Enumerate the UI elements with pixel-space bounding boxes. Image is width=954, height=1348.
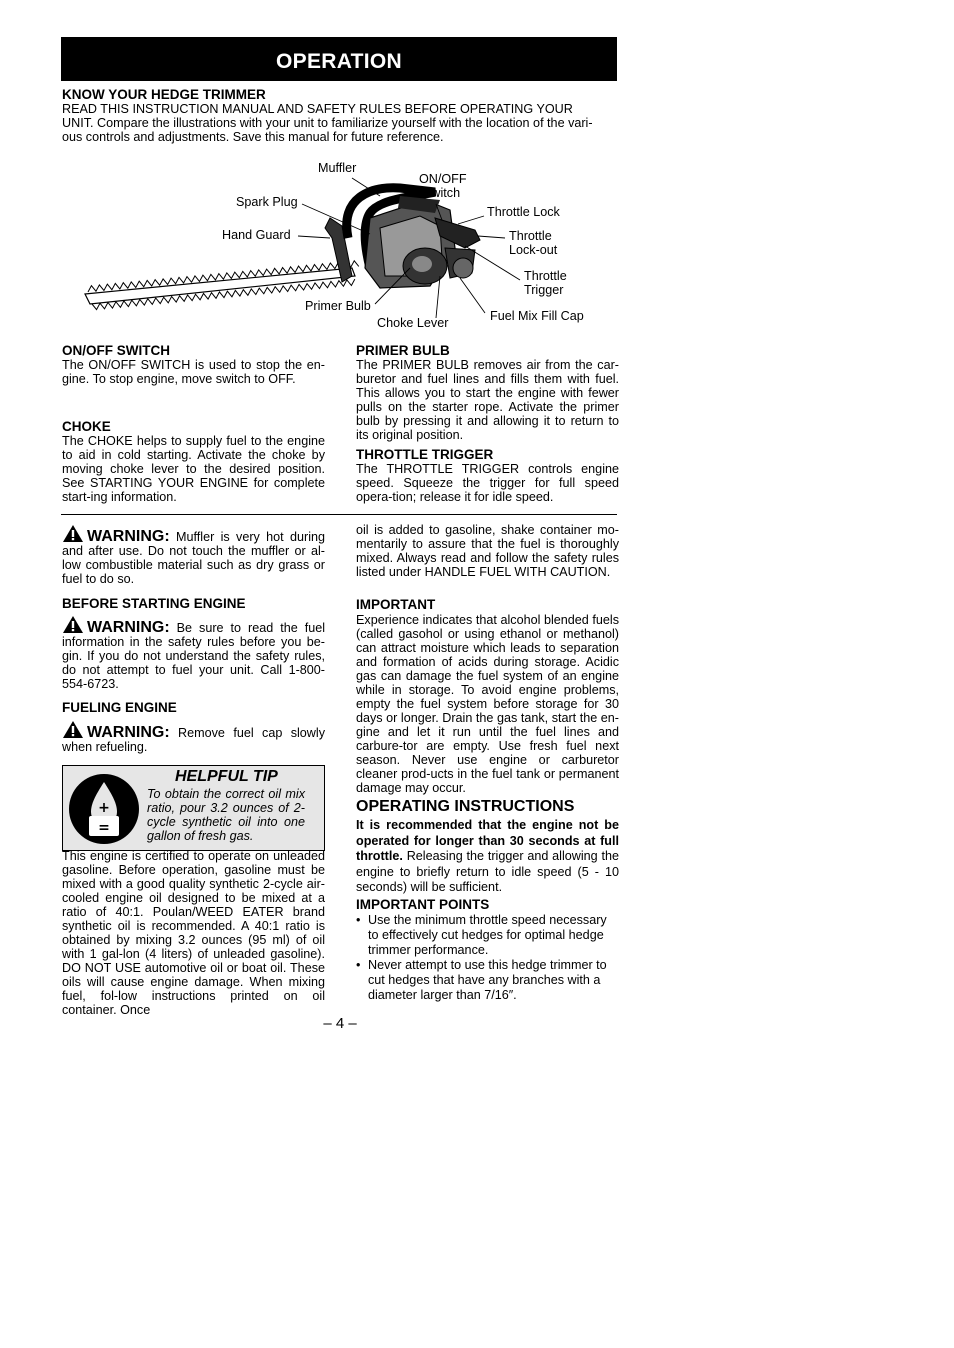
intro-line-1: READ THIS INSTRUCTION MANUAL AND SAFETY RULES BEFORE OPERATING YOUR [62, 102, 573, 116]
warning-label: WARNING: [87, 528, 170, 545]
warning-muffler [62, 524, 325, 586]
warning-fuel-info [62, 615, 325, 691]
primer-text: The PRIMER BULB removes air from the car-buretor and fuel lines and fills them with fuel. This allows you to start the engine with fewer pulls on the starter rope. Activate the primer bulb by pressing it and allowing it to return to its original position. [356, 358, 619, 442]
label-fuel-cap: Fuel Mix Fill Cap [490, 309, 584, 323]
svg-text:+: + [98, 800, 110, 816]
fuel-cap-part [453, 258, 473, 278]
svg-text:=: = [98, 820, 110, 836]
warning-triangle-icon [62, 615, 84, 634]
operating-instructions-text [356, 818, 619, 896]
throttle-text: The THROTTLE TRIGGER controls engine speed. Squeeze the trigger for full speed opera-tion; release it for idle speed. [356, 462, 619, 504]
warning-label: WARNING: [87, 619, 170, 636]
fuel-can-drop-icon [67, 772, 141, 846]
operating-warning-bold: It is recommended that the engine not be operated for longer than 30 seconds at full throttle. [356, 818, 619, 863]
onoff-section [62, 343, 325, 386]
warning-text: Be sure to read the fuel information in the safety rules before you be-gin. If you do not understand the safety rules, do not attempt to fuel your unit. Call 1-800-554-6723. [62, 621, 326, 691]
intro-text [62, 102, 622, 144]
primer-heading: PRIMER BULB [356, 343, 450, 358]
helpful-tip-box [62, 765, 325, 851]
label-onoff-2: Switch [423, 186, 461, 200]
warning-triangle-icon [62, 720, 84, 739]
section-title-banner: OPERATION [61, 37, 617, 81]
operating-instructions-body: Releasing the trigger and allowing the engine to briefly return to idle speed (5 - 10 seconds) will be sufficient. [356, 849, 619, 894]
point-text: Never attempt to use this hedge trimmer to cut hedges that have any branches with a diameter larger than 7/16″. [368, 958, 607, 1002]
label-trigger-1: Throttle [524, 269, 567, 283]
primer-bulb-part [412, 256, 432, 272]
intro-line-2: UNIT. Compare the illustrations with your unit to familiarize yourself with the location of the vari- [62, 116, 593, 130]
onoff-text: The ON/OFF SWITCH is used to stop the en-gine. To stop engine, move switch to OFF. [62, 358, 325, 386]
label-spark-plug: Spark Plug [236, 195, 298, 209]
continued-text: oil is added to gasoline, shake container mo-mentarily to assure that the fuel is thoroughly mixed. Always read and follow the safety rules listed under HANDLE FUEL WITH CAUTION. [356, 523, 619, 579]
choke-heading: CHOKE [62, 419, 111, 434]
before-starting-heading: BEFORE STARTING ENGINE [62, 596, 246, 611]
label-hand-guard: Hand Guard [222, 228, 291, 242]
point-text: Use the minimum throttle speed necessary to effectively cut hedges for optimal hedge trimmer performance. [368, 913, 607, 957]
warning-refueling [62, 720, 325, 754]
primer-section [356, 343, 619, 442]
label-muffler: Muffler [318, 161, 357, 175]
throttle-heading: THROTTLE TRIGGER [356, 447, 494, 462]
important-points-heading: IMPORTANT POINTS [356, 897, 490, 912]
warning-text: Remove fuel cap slowly when refueling. [62, 726, 325, 754]
label-lockout-1: Throttle [509, 229, 552, 243]
warning-text: Muffler is very hot during and after use. Do not touch the muffler or al-low combustible material such as dry grass or fuel to do so. [62, 530, 325, 586]
intro-line-3: ous controls and adjustments. Save this manual for future reference. [62, 130, 444, 144]
throttle-section [356, 447, 619, 504]
important-heading: IMPORTANT [356, 597, 436, 612]
operating-instructions-heading: OPERATING INSTRUCTIONS [356, 798, 575, 815]
fuel-mix-text: This engine is certified to operate on unleaded gasoline. Before operation, gasoline must be mixed with a good quality synthetic 2-cycle air-cooled engine oil designed to be mixed at a ratio of 40:1. Poulan/WEED EATER brand synthetic oil is recommended. A 40:1 ratio is obtained by mixing 3.2 ounces (95 ml) of oil with 1 gal-lon (4 liters) of unleaded gasoline). DO NOT USE automotive oil or boat oil. These oils will cause engine damage. When mixing fuel, fol-low instructions printed on oil container. Once [62, 849, 325, 1017]
onoff-heading: ON/OFF SWITCH [62, 343, 170, 358]
intro-heading: KNOW YOUR HEDGE TRIMMER [62, 87, 266, 102]
label-throttle-lock: Throttle Lock [487, 205, 560, 219]
list-item: • Never attempt to use this hedge trimmer to cut hedges that have any branches with a diameter larger than 7/16″. [356, 958, 607, 1002]
warning-label: WARNING: [87, 724, 170, 741]
page-number: – 4 – [323, 1015, 357, 1032]
list-item: • Use the minimum throttle speed necessary to effectively cut hedges for optimal hedge trimmer performance. [356, 913, 607, 957]
label-primer-bulb: Primer Bulb [305, 299, 371, 313]
choke-text: The CHOKE helps to supply fuel to the engine to aid in cold starting. Activate the choke by moving choke lever to the desired position. See STARTING YOUR ENGINE for complete start-ing information. [62, 434, 325, 504]
important-points-list [356, 913, 619, 1003]
tip-title: HELPFUL TIP [175, 768, 278, 785]
choke-section [62, 419, 325, 504]
label-trigger-2: Trigger [524, 283, 564, 297]
section-divider [61, 514, 617, 515]
important-text: Experience indicates that alcohol blended fuels (called gasohol or using ethanol or methanol) can attract moisture which leads to separation and formation of acids during storage. Acidic gas can damage the fuel system of an engine while in storage. To avoid engine problems, empty the fuel system before storage for 30 days or longer. Drain the gas tank, start the en-gine and let it run until the fuel lines and carbure-tor are empty. Use fresh fuel next season. Never use engine or carburetor cleaner prod-ucts in the fuel tank or permanent damage may occur. [356, 613, 619, 795]
label-choke-lever: Choke Lever [377, 316, 449, 330]
tip-text: To obtain the correct oil mix ratio, pour 3.2 ounces of 2-cycle synthetic oil into one gallon of fresh gas. [147, 787, 305, 843]
fueling-engine-heading: FUELING ENGINE [62, 700, 177, 715]
warning-triangle-icon [62, 524, 84, 543]
label-onoff-1: ON/OFF [419, 172, 467, 186]
label-lockout-2: Lock-out [509, 243, 558, 257]
